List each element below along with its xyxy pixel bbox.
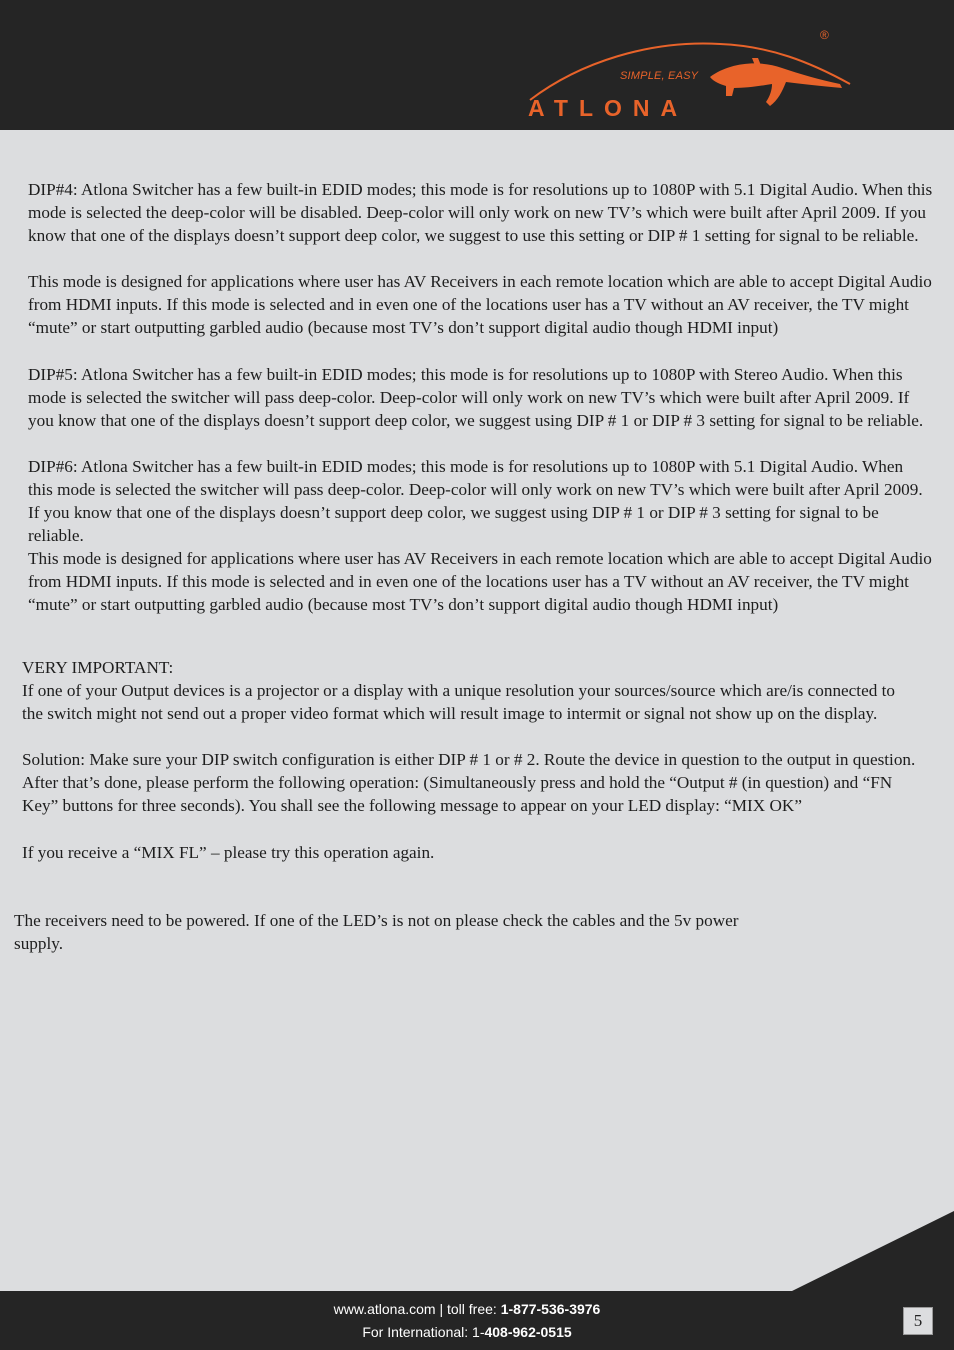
footer-website-link[interactable]: www.atlona.com [333,1301,436,1317]
dip6-receiver-paragraph: This mode is designed for applications where user has AV Receivers in each remote location which are able to accept Digital Audio from HDMI inputs. If this mode is selected and in even one of the locations user has a TV without an AV receiver, the TV might “mute” or start outputting garbled audio (because most TV’s don’t support digital audio though HDMI input) [28,549,932,615]
dip6-paragraph: DIP#6: Atlona Switcher has a few built-in EDID modes; this mode is for resolutions up to 1080P with 5.1 Digital Audio. When this mode is selected the switcher will pass deep-color. Deep-color will only work on new TV’s which were built after April 2009. If you know that one of the displays doesn’t support deep color, we suggest using DIP # 1 or DIP # 3 setting for signal to be reliable. [28,457,923,546]
footer-separator: | toll free: [435,1301,501,1317]
brand-tagline: SIMPLE, EASY [620,70,699,82]
footer-intl-number: 408-962-0515 [484,1324,572,1340]
important-heading: VERY IMPORTANT: [22,658,174,677]
dip4-paragraph: DIP#4: Atlona Switcher has a few built-in EDID modes; this mode is for resolutions up to 1080P with 5.1 Digital Audio. When this mode is selected the deep-color will be disabled. Deep-color will only work on new TV’s which were built after April 2009. If you know that one of the displays doesn’t support deep color, we suggest to use this setting or DIP # 1 setting for signal to be reliable. [28,180,933,246]
registered-mark: ® [820,28,829,42]
footer-contact [0,1298,934,1344]
footer-intl-label: For International: 1- [362,1324,485,1340]
receivers-paragraph: The receivers need to be powered. If one of the LED’s is not on please check the cables and the 5v power supply. [14,911,739,954]
footer-toll-free: 1-877-536-3976 [500,1301,601,1317]
page-number: 5 [903,1307,933,1335]
retry-paragraph: If you receive a “MIX FL” – please try this operation again. [22,843,435,862]
important-paragraph: If one of your Output devices is a projector or a display with a unique resolution your sources/source which are/is connected to the switch might not send out a proper video format which will result image to intermit or signal not show up on the display. [22,681,895,724]
dip5-paragraph: DIP#5: Atlona Switcher has a few built-in EDID modes; this mode is for resolutions up to 1080P with Stereo Audio. When this mode is selected the switcher will pass deep-color. Deep-color will only work on new TV’s which were built after April 2009. If you know that one of the displays doesn’t support deep color, we suggest using DIP # 1 or DIP # 3 setting for signal to be reliable. [28,365,924,431]
brand-logo-text: ATLONA [528,95,689,121]
dip4-receiver-paragraph: This mode is designed for applications where user has AV Receivers in each remote location which are able to accept Digital Audio from HDMI inputs. If this mode is selected and in even one of the locations user has a TV without an AV receiver, the TV might “mute” or start outputting garbled audio (because most TV’s don’t support digital audio though HDMI input) [28,272,932,338]
solution-paragraph: Solution: Make sure your DIP switch configuration is either DIP # 1 or # 2. Route the device in question to the output in question. After that’s done, please perform the following operation: (Simultaneously press and hold the “Output # (in question) and “FN Key” buttons for three seconds). You shall see the following message to appear on your LED display: “MIX OK” [22,750,916,816]
